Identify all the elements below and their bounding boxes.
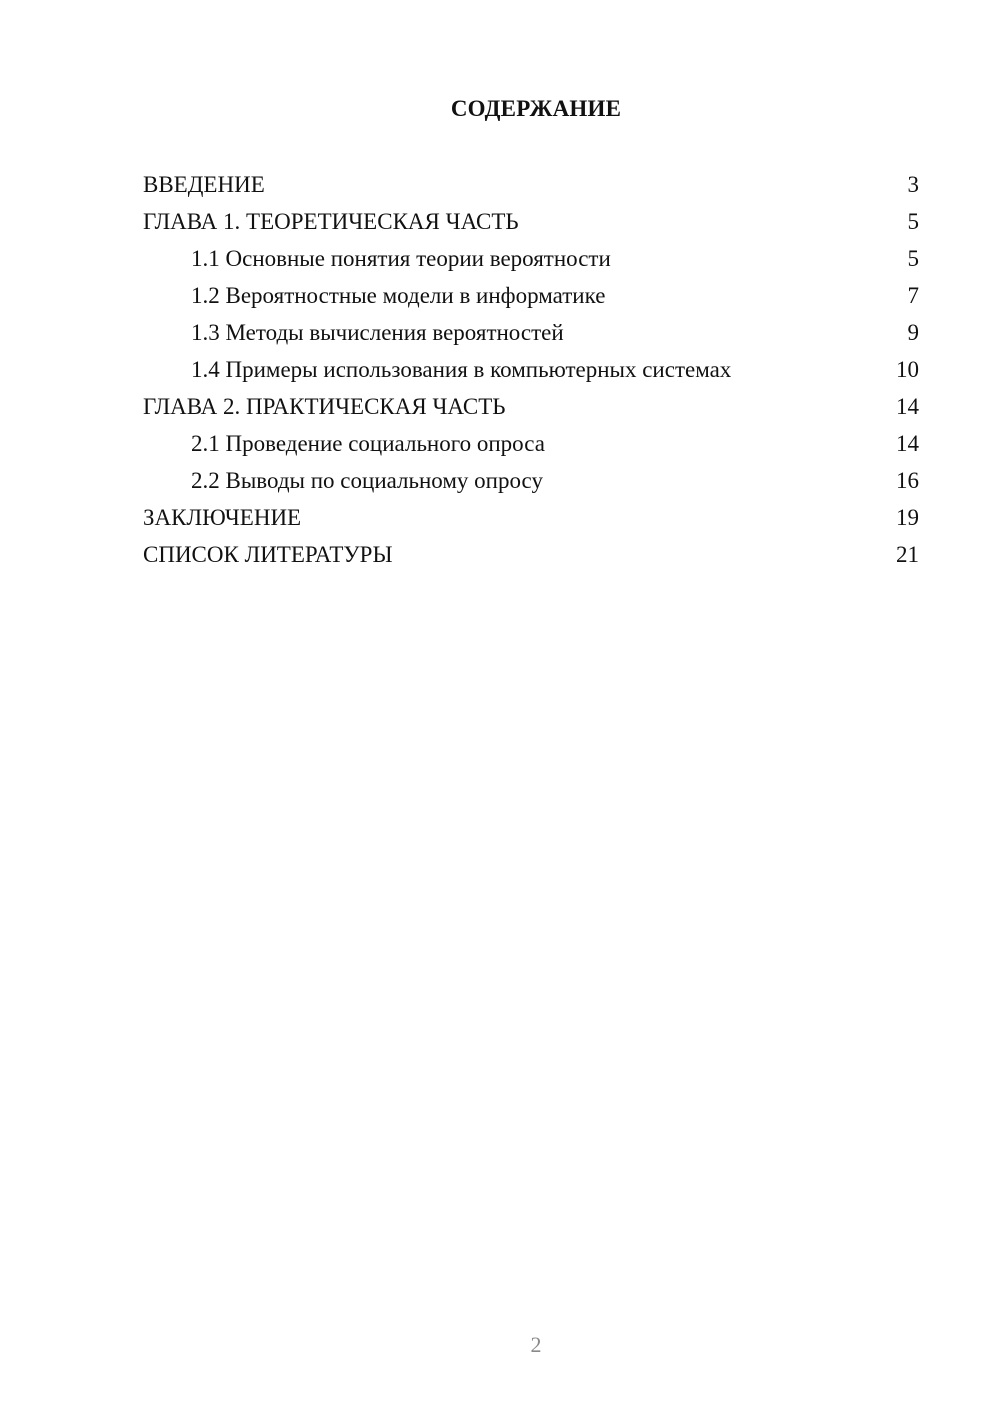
toc-entry-section-1-3[interactable] bbox=[143, 314, 919, 351]
toc-entry-label: 2.2 Выводы по социальному опросу bbox=[191, 468, 543, 493]
toc-entry-label: СПИСОК ЛИТЕРАТУРЫ bbox=[143, 542, 393, 567]
toc-entry-page: 21 bbox=[896, 542, 919, 567]
toc-entry-section-2-1[interactable] bbox=[143, 425, 919, 462]
toc-entry-page: 3 bbox=[907, 172, 919, 197]
toc-entry-label: 1.2 Вероятностные модели в информатике bbox=[191, 283, 606, 308]
toc-entry-label: ГЛАВА 2. ПРАКТИЧЕСКАЯ ЧАСТЬ bbox=[143, 394, 506, 419]
toc-entry-page: 16 bbox=[896, 468, 919, 493]
toc-entry-chapter-1[interactable] bbox=[143, 203, 919, 240]
toc-entry-label: 1.3 Методы вычисления вероятностей bbox=[191, 320, 564, 345]
table-of-contents bbox=[143, 166, 919, 573]
toc-entry-conclusion[interactable] bbox=[143, 499, 919, 536]
toc-entry-page: 5 bbox=[907, 246, 919, 271]
toc-entry-page: 5 bbox=[907, 209, 919, 234]
toc-entry-section-1-4[interactable] bbox=[143, 351, 919, 388]
page-number: 2 bbox=[530, 1332, 542, 1357]
toc-entry-references[interactable] bbox=[143, 536, 919, 573]
toc-entry-introduction[interactable] bbox=[143, 166, 919, 203]
toc-entry-label: 1.4 Примеры использования в компьютерных системах bbox=[191, 357, 732, 382]
toc-entry-chapter-2[interactable] bbox=[143, 388, 919, 425]
toc-entry-label: 2.1 Проведение социального опроса bbox=[191, 431, 545, 456]
toc-title: СОДЕРЖАНИЕ bbox=[450, 96, 622, 121]
toc-entry-page: 7 bbox=[907, 283, 919, 308]
toc-entry-section-1-1[interactable] bbox=[143, 240, 919, 277]
toc-entry-section-1-2[interactable] bbox=[143, 277, 919, 314]
toc-entry-page: 19 bbox=[896, 505, 919, 530]
toc-entry-label: ВВЕДЕНИЕ bbox=[143, 172, 265, 197]
toc-entry-section-2-2[interactable] bbox=[143, 462, 919, 499]
toc-entry-page: 14 bbox=[896, 394, 919, 419]
toc-entry-page: 9 bbox=[907, 320, 919, 345]
toc-entry-label: ГЛАВА 1. ТЕОРЕТИЧЕСКАЯ ЧАСТЬ bbox=[143, 209, 519, 234]
toc-entry-label: 1.1 Основные понятия теории вероятности bbox=[191, 246, 611, 271]
toc-entry-page: 10 bbox=[896, 357, 919, 382]
toc-entry-page: 14 bbox=[896, 431, 919, 456]
toc-entry-label: ЗАКЛЮЧЕНИЕ bbox=[143, 505, 302, 530]
